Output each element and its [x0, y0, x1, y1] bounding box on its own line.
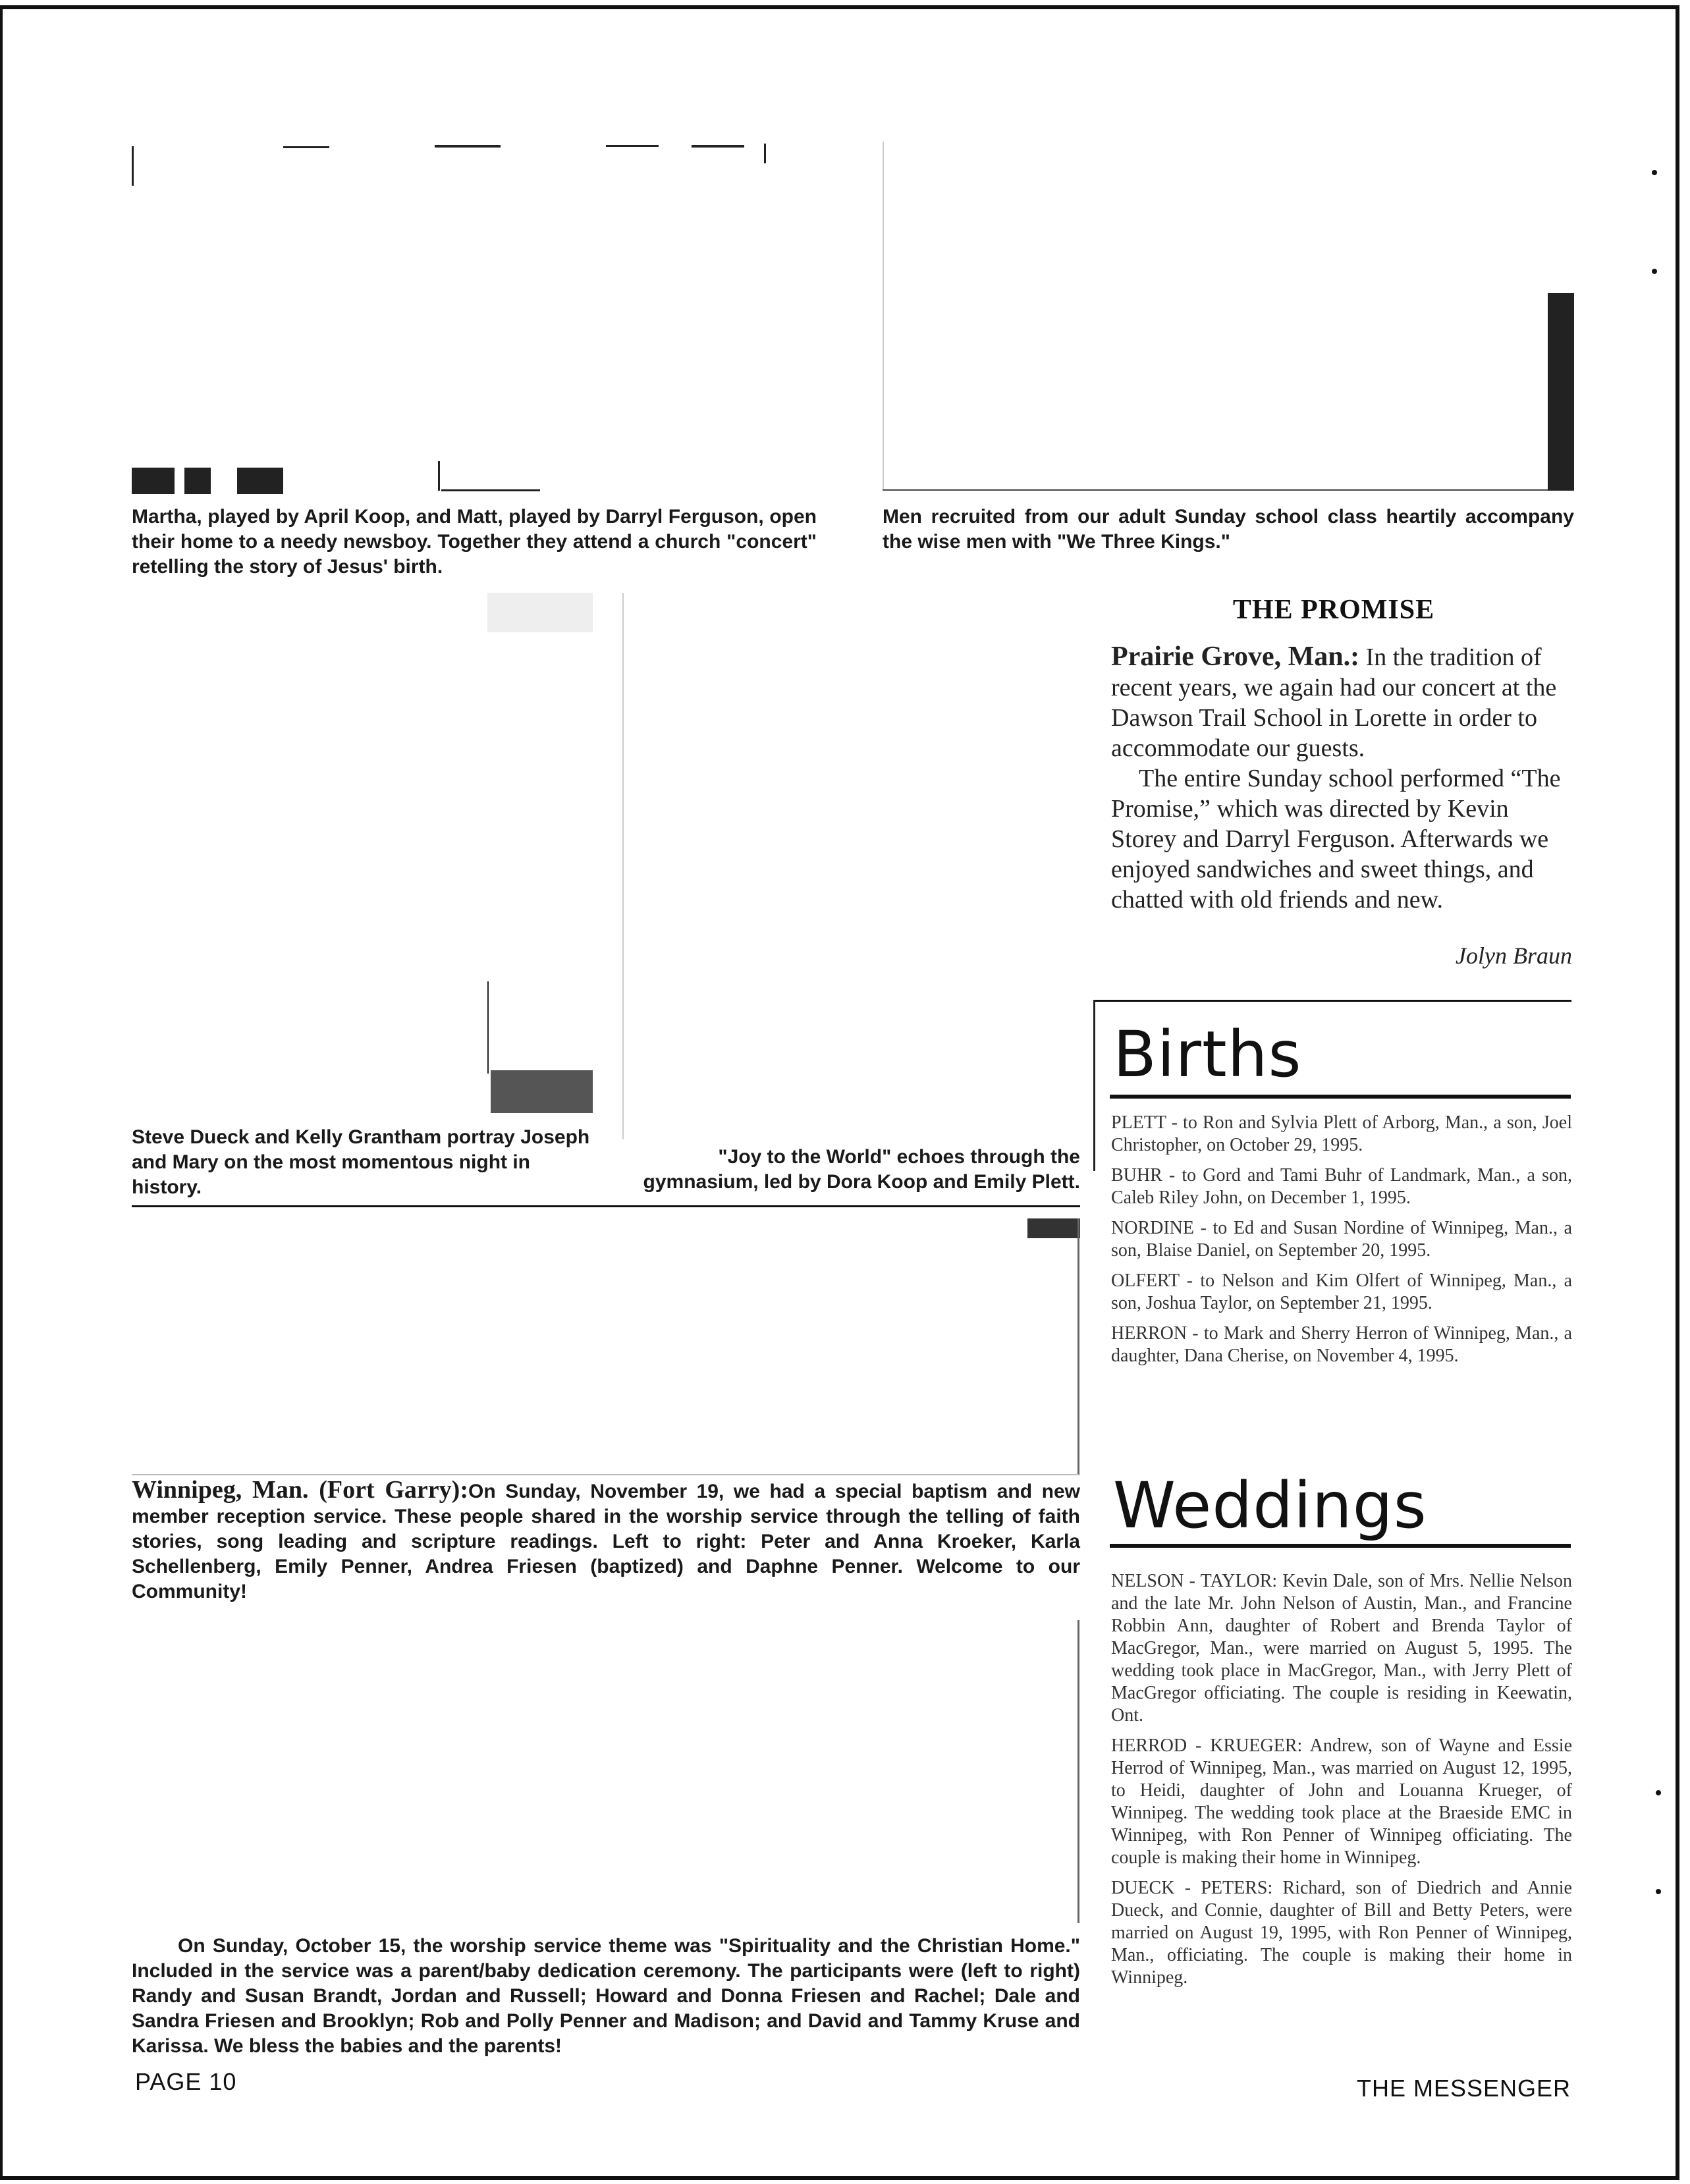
article-paragraph — [1111, 642, 1572, 763]
weddings-title: Weddings — [1113, 1469, 1427, 1542]
caption-text: Men recruited from our adult Sunday school class heartily accompany the wise men with "We Three Kings." — [883, 506, 1574, 553]
photo-baby-dedication — [132, 1620, 1080, 1923]
birth-notice: NORDINE - to Ed and Susan Nordine of Winnipeg, Man., a son, Blaise Daniel, on September 20, 1995. — [1111, 1218, 1572, 1261]
caption-lead: Winnipeg, Man. (Fort Garry): — [132, 1476, 468, 1504]
caption-baby-dedication — [132, 1934, 1080, 2059]
article-body — [1111, 642, 1572, 915]
birth-notice: HERRON - to Mark and Sherry Herron of Winnipeg, Man., a daughter, Dana Cherise, on November 4, 1995. — [1111, 1323, 1572, 1366]
caption-three-kings — [883, 505, 1574, 555]
photo-three-kings — [883, 142, 1574, 491]
wedding-notice: DUECK - PETERS: Richard, son of Diedrich and Annie Dueck, and Connie, daughter of Bill and Betty Peters, were married on August 19, 1995, with Ron Penner of Winnipeg, Man., officiating. The couple is making their home in Winnipeg. — [1111, 1878, 1572, 1988]
article-lead: Prairie Grove, Man.: — [1111, 642, 1360, 672]
births-side-rule — [1093, 1000, 1095, 1171]
caption-fort-garry — [132, 1477, 1080, 1604]
photo-martha-matt — [132, 138, 797, 494]
article-paragraph: The entire Sunday school performed “The Promise,” which was directed by Kevin Storey and Darryl Ferguson. Afterwards we enjoyed sandwiches and sweet things, and chatted with old friends and new. — [1111, 765, 1561, 914]
births-underline — [1110, 1095, 1571, 1099]
publication-name: THE MESSENGER — [1356, 2075, 1571, 2102]
caption-text: Martha, played by April Koop, and Matt, played by Darryl Ferguson, open their home to a needy newsboy. Together they attend a church "concert" retelling the story of Jesus' birth. — [132, 506, 817, 578]
page-number: PAGE 10 — [135, 2068, 237, 2095]
weddings-list — [1111, 1570, 1572, 1997]
article-heading: THE PROMISE — [1232, 595, 1435, 625]
caption-text: "Joy to the World" echoes through the gymnasium, led by Dora Koop and Emily Plett. — [643, 1146, 1080, 1193]
caption-text: On Sunday, October 15, the worship service theme was "Spirituality and the Christian Home." Included in the service was a parent/baby dedication ceremony. The participants were (left to right) Randy and Susan Brandt, Jordan and Russell; Howard and Donna Friesen and Rachel; Dale and Sandra Friesen and Brooklyn; Rob and Polly Penner and Madison; and David and Tammy Kruse and Karissa. We bless the babies and the parents! — [132, 1935, 1080, 2057]
caption-joy-to-the-world — [626, 1145, 1080, 1195]
birth-notice: PLETT - to Ron and Sylvia Plett of Arborg, Man., a son, Joel Christopher, on October 29, 1995. — [1111, 1112, 1572, 1155]
caption-text: Steve Dueck and Kelly Grantham portray Joseph and Mary on the most momentous night in history. — [132, 1126, 590, 1198]
caption-text — [132, 1477, 1080, 1604]
births-list — [1111, 1112, 1572, 1375]
margin-speck — [1652, 170, 1657, 175]
divider-rule — [132, 1205, 1080, 1207]
birth-notice: OLFERT - to Nelson and Kim Olfert of Winnipeg, Man., a son, Joshua Taylor, on September 21, 1995. — [1111, 1270, 1572, 1313]
margin-speck — [1656, 1790, 1661, 1795]
photo-joseph-mary — [132, 593, 593, 1113]
wedding-notice: HERROD - KRUEGER: Andrew, son of Wayne and Essie Herrod of Winnipeg, Man., was married on August 12, 1995, to Heidi, daughter of John and Louanna Krueger, of Winnipeg. The wedding took place at the Braeside EMC in Winnipeg, with Ron Penner of Winnipeg officiating. The couple is making their home in Winnipeg. — [1111, 1735, 1572, 1868]
births-title: Births — [1113, 1018, 1302, 1091]
wedding-notice: NELSON - TAYLOR: Kevin Dale, son of Mrs. Nellie Nelson and the late Mr. John Nelson of Austin, Man., and Francine Robbin Ann, daughter of Robert and Brenda Taylor of MacGregor, Man., were married on August 5, 1995. The wedding took place in MacGregor, Man., with Jerry Plett of MacGregor officiating. The couple is residing in Keewatin, Ont. — [1111, 1571, 1572, 1726]
weddings-underline — [1110, 1544, 1571, 1548]
photo-joy-to-the-world — [622, 593, 1083, 1139]
caption-martha-matt — [132, 505, 817, 580]
margin-speck — [1652, 269, 1657, 274]
caption-body: On Sunday, November 19, we had a special baptism and new member reception service. These people shared in the worship service through the telling of faith stories, song leading and scripture readings. Left to right: Peter and Anna Kroeker, Karla Schellenberg, Emily Penner, Andrea Friesen (baptized) and Daphne Penner. Welcome to our Community! — [132, 1481, 1080, 1602]
caption-joseph-mary — [132, 1125, 593, 1200]
births-top-rule — [1093, 1000, 1571, 1002]
birth-notice: BUHR - to Gord and Tami Buhr of Landmark, Man., a son, Caleb Riley John, on December 1, 1995. — [1111, 1165, 1572, 1208]
photo-fort-garry — [132, 1218, 1080, 1475]
margin-speck — [1656, 1889, 1661, 1894]
article-text: In the tradition of recent years, we again had our concert at the Dawson Trail School in Lorette in order to accommodate our guests. — [1111, 643, 1557, 762]
article-signature: Jolyn Braun — [1456, 942, 1572, 969]
